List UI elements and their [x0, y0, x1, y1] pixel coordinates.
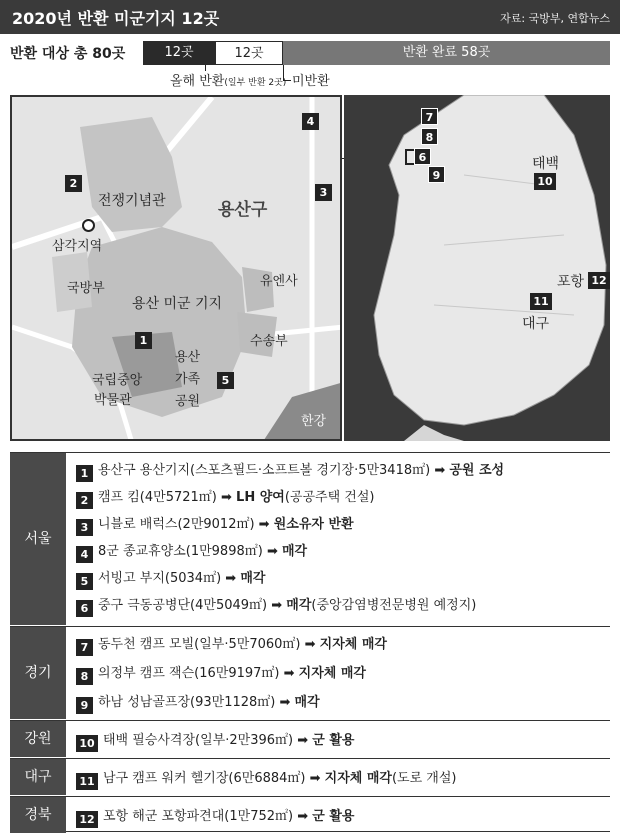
item-outcome: 매각 [240, 571, 266, 586]
item-text: 용산구 용산기지(스포츠필드·소프트볼 경기장·5만3418㎡) ➡ [98, 463, 450, 478]
note-this-year [170, 70, 286, 89]
marker-6: 6 [414, 148, 431, 165]
label-pohang: 포항 [557, 274, 585, 290]
item-outcome: 지자체 매각 [324, 771, 392, 786]
item-text: 캠프 킴(4만5721㎡) ➡ [98, 490, 237, 505]
item-number: 9 [76, 697, 93, 714]
item-text: 남구 캠프 워커 헬기장(6만6884㎡) ➡ [103, 771, 325, 786]
marker-10: 10 [534, 173, 556, 190]
marker-9: 9 [428, 166, 445, 183]
item-number: 4 [76, 546, 93, 563]
item-text: 태백 필승사격장(일부·2만396㎡) ➡ [103, 733, 313, 748]
item-number: 10 [76, 735, 98, 752]
item-outcome: 매각 [286, 598, 312, 613]
label-family-park-2: 가족 [175, 372, 201, 387]
korea-map-shapes [344, 95, 610, 441]
region-gyeongbuk: 경북 [10, 797, 66, 833]
item-outcome: LH 양여 [236, 490, 285, 505]
item-text: 8군 종교휴양소(1만9898㎡) ➡ [98, 544, 282, 559]
list-item [76, 633, 387, 656]
item-number: 12 [76, 811, 98, 828]
marker-12: 12 [588, 272, 610, 289]
list-item [76, 459, 504, 482]
group-gyeongbuk [10, 796, 610, 832]
item-outcome: 매각 [294, 695, 320, 710]
bar-this-year: 12곳 [143, 41, 215, 65]
marker-11: 11 [530, 293, 552, 310]
item-outcome: 공원 조성 [449, 463, 505, 478]
note-this-year-text: 올해 반환 [170, 74, 225, 89]
list-item [76, 691, 320, 714]
yongsan-inset-map [10, 95, 342, 441]
label-susongbu: 수송부 [250, 334, 288, 349]
marker-1: 1 [135, 332, 152, 349]
item-outcome: 매각 [281, 544, 308, 559]
item-number: 6 [76, 600, 93, 617]
label-family-park-3: 공원 [175, 394, 201, 409]
item-note: (중앙감염병전문병원 예정지) [311, 598, 477, 613]
marker-5: 5 [217, 372, 234, 389]
item-number: 7 [76, 639, 93, 656]
list-item [76, 540, 307, 563]
group-seoul [10, 452, 610, 624]
item-outcome: 지자체 매각 [298, 666, 366, 681]
item-text: 하남 성남골프장(93만1128㎡) ➡ [98, 695, 295, 710]
note-this-year-small: (일부 반환 2곳) [224, 78, 287, 88]
item-outcome: 군 활용 [312, 809, 355, 824]
bar-not-returned: 12곳 [215, 41, 283, 65]
region-gyeonggi: 경기 [10, 627, 66, 719]
item-number: 1 [76, 465, 93, 482]
group-gyeonggi [10, 626, 610, 718]
label-uns: 유엔사 [260, 274, 298, 289]
item-number: 2 [76, 492, 93, 509]
group-daegu [10, 758, 610, 794]
item-text: 의정부 캠프 잭슨(16만9197㎡) ➡ [98, 666, 299, 681]
list-item [76, 662, 366, 685]
label-yongsan-base: 용산 미군 기지 [132, 296, 223, 312]
marker-2: 2 [65, 175, 82, 192]
bar-returned-done: 반환 완료 58곳 [283, 41, 610, 65]
list-item [76, 513, 354, 536]
label-daegu: 대구 [522, 316, 550, 332]
label-museum-line2: 박물관 [94, 393, 132, 408]
station-dot [82, 219, 95, 232]
region-gangwon: 강원 [10, 721, 66, 757]
source-credit: 자료: 국방부, 연합뉴스 [500, 12, 610, 25]
list-item [76, 486, 374, 509]
marker-7: 7 [421, 108, 438, 125]
label-museum-line1: 국립중앙 [92, 373, 143, 388]
list-item [76, 729, 354, 752]
list-item [76, 594, 476, 617]
item-outcome: 지자체 매각 [319, 637, 387, 652]
marker-4: 4 [302, 113, 319, 130]
label-war-memorial: 전쟁기념관 [98, 193, 166, 209]
item-number: 3 [76, 519, 93, 536]
group-gangwon [10, 720, 610, 756]
list-item [76, 805, 354, 828]
item-text: 포항 해군 포항파견대(1만752㎡) ➡ [103, 809, 313, 824]
label-samgakji-station: 삼각지역 [52, 239, 103, 254]
label-mnd: 국방부 [67, 281, 105, 296]
item-note: (도로 개설) [391, 771, 457, 786]
korea-map [344, 95, 610, 441]
marker-8: 8 [421, 128, 438, 145]
item-outcome: 원소유자 반환 [273, 517, 354, 532]
summary-label: 반환 대상 총 80곳 [10, 46, 126, 62]
item-outcome: 군 활용 [312, 733, 355, 748]
label-yongsan-gu: 용산구 [218, 200, 268, 220]
list-item [76, 567, 265, 590]
item-number: 11 [76, 773, 98, 790]
list-item [76, 767, 456, 790]
item-text: 중구 극동공병단(4만5049㎡) ➡ [98, 598, 287, 613]
region-seoul: 서울 [10, 453, 66, 625]
item-number: 8 [76, 668, 93, 685]
item-text: 서빙고 부지(5034㎡) ➡ [98, 571, 241, 586]
page-title: 2020년 반환 미군기지 12곳 [12, 9, 220, 28]
header-bar [0, 0, 620, 34]
label-taebaek: 태백 [532, 156, 560, 172]
item-text: 동두천 캠프 모빌(일부·5만7060㎡) ➡ [98, 637, 320, 652]
marker-3: 3 [315, 184, 332, 201]
item-text: 니블로 배럭스(2만9012㎡) ➡ [98, 517, 274, 532]
item-number: 5 [76, 573, 93, 590]
label-han-river: 한강 [301, 414, 327, 429]
label-family-park-1: 용산 [175, 350, 201, 365]
note-not-returned: 미반환 [292, 74, 330, 89]
region-daegu: 대구 [10, 759, 66, 795]
item-note: (공공주택 건설) [284, 490, 375, 505]
